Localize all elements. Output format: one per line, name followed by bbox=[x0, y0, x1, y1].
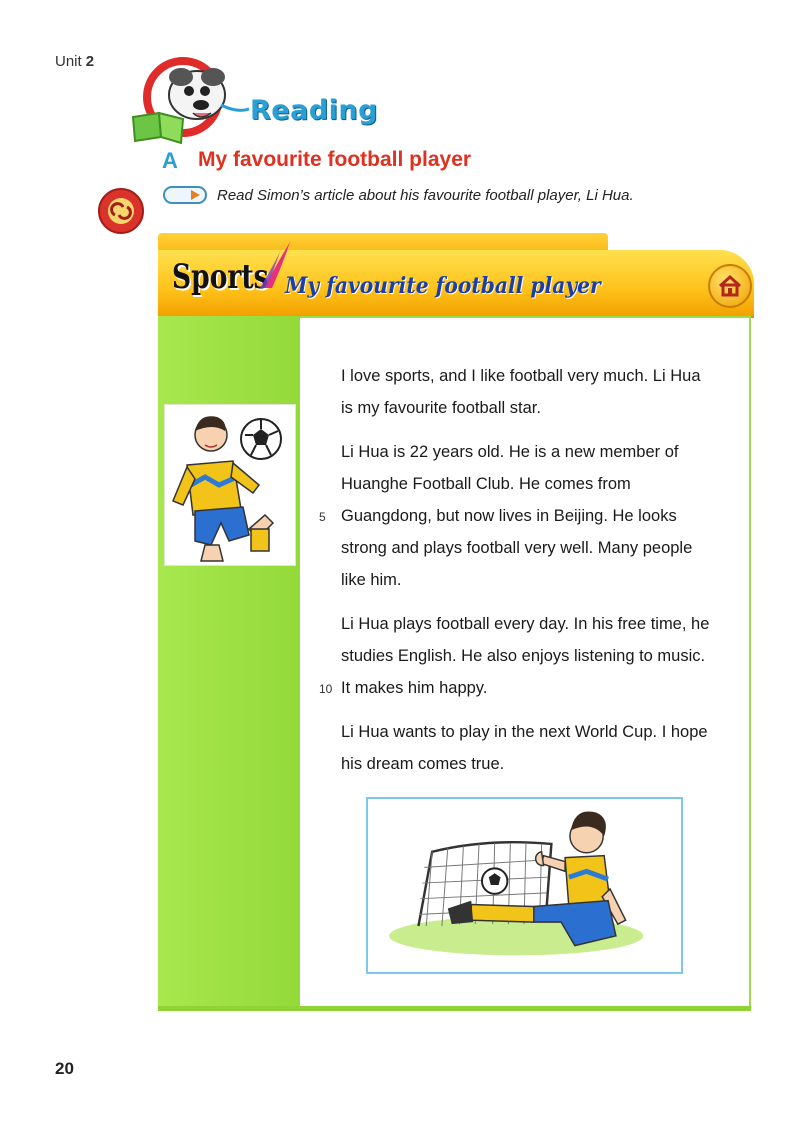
line-text: It makes him happy. bbox=[341, 679, 488, 697]
line-number: 10 bbox=[319, 682, 333, 696]
football-player-kicking-illustration bbox=[366, 797, 683, 974]
article-line bbox=[341, 564, 741, 596]
card-category: Sports bbox=[172, 257, 269, 297]
card-bottom-strip bbox=[158, 1006, 751, 1011]
article-line bbox=[341, 640, 741, 672]
line-text: Guangdong, but now lives in Beijing. He looks bbox=[341, 507, 677, 525]
article-paragraph-4 bbox=[341, 716, 741, 780]
article-line bbox=[341, 532, 741, 564]
article-line bbox=[341, 392, 741, 424]
play-icon bbox=[191, 190, 200, 200]
article-line bbox=[341, 608, 741, 640]
line-text: studies English. He also enjoys listening to music. bbox=[341, 647, 706, 665]
unit-label-text: Unit bbox=[55, 53, 82, 70]
article-line bbox=[341, 748, 741, 780]
unit-label bbox=[55, 53, 94, 70]
home-button[interactable] bbox=[708, 264, 752, 308]
audio-cd-icon[interactable] bbox=[96, 186, 146, 236]
reading-mascot-icon bbox=[125, 55, 255, 145]
subsection-letter: A bbox=[162, 148, 178, 173]
page-number: 20 bbox=[55, 1059, 74, 1078]
football-player-juggling-illustration bbox=[164, 404, 296, 566]
article-line bbox=[341, 716, 741, 748]
article-paragraph-1 bbox=[341, 360, 741, 424]
article-paragraph-2 bbox=[319, 436, 741, 596]
line-text: Huanghe Football Club. He comes from bbox=[341, 475, 631, 493]
line-text: is my favourite football star. bbox=[341, 399, 541, 417]
unit-number: 2 bbox=[85, 53, 95, 70]
line-text: strong and plays football very well. Many people bbox=[341, 539, 693, 557]
subsection-title: My favourite football player bbox=[198, 148, 472, 171]
article-line bbox=[341, 436, 741, 468]
line-text: Li Hua wants to play in the next World Cup. I hope bbox=[341, 723, 708, 741]
card-subtitle: My favourite football player bbox=[285, 273, 601, 299]
article-line bbox=[319, 672, 741, 704]
line-text: his dream comes true. bbox=[341, 755, 505, 773]
play-audio-button[interactable] bbox=[163, 186, 207, 204]
line-number: 5 bbox=[319, 510, 326, 524]
article-line bbox=[341, 360, 741, 392]
line-text: Li Hua is 22 years old. He is a new member of bbox=[341, 443, 679, 461]
section-heading: Reading bbox=[250, 95, 378, 126]
home-icon bbox=[718, 274, 742, 298]
article-line bbox=[319, 500, 741, 532]
article-line bbox=[341, 468, 741, 500]
line-text: I love sports, and I like football very much. Li Hua bbox=[341, 367, 701, 385]
line-text: like him. bbox=[341, 571, 402, 589]
instruction-text: Read Simon’s article about his favourite football player, Li Hua. bbox=[217, 187, 634, 204]
line-text: Li Hua plays football every day. In his free time, he bbox=[341, 615, 710, 633]
article-paragraph-3 bbox=[319, 608, 741, 704]
article bbox=[319, 360, 741, 792]
